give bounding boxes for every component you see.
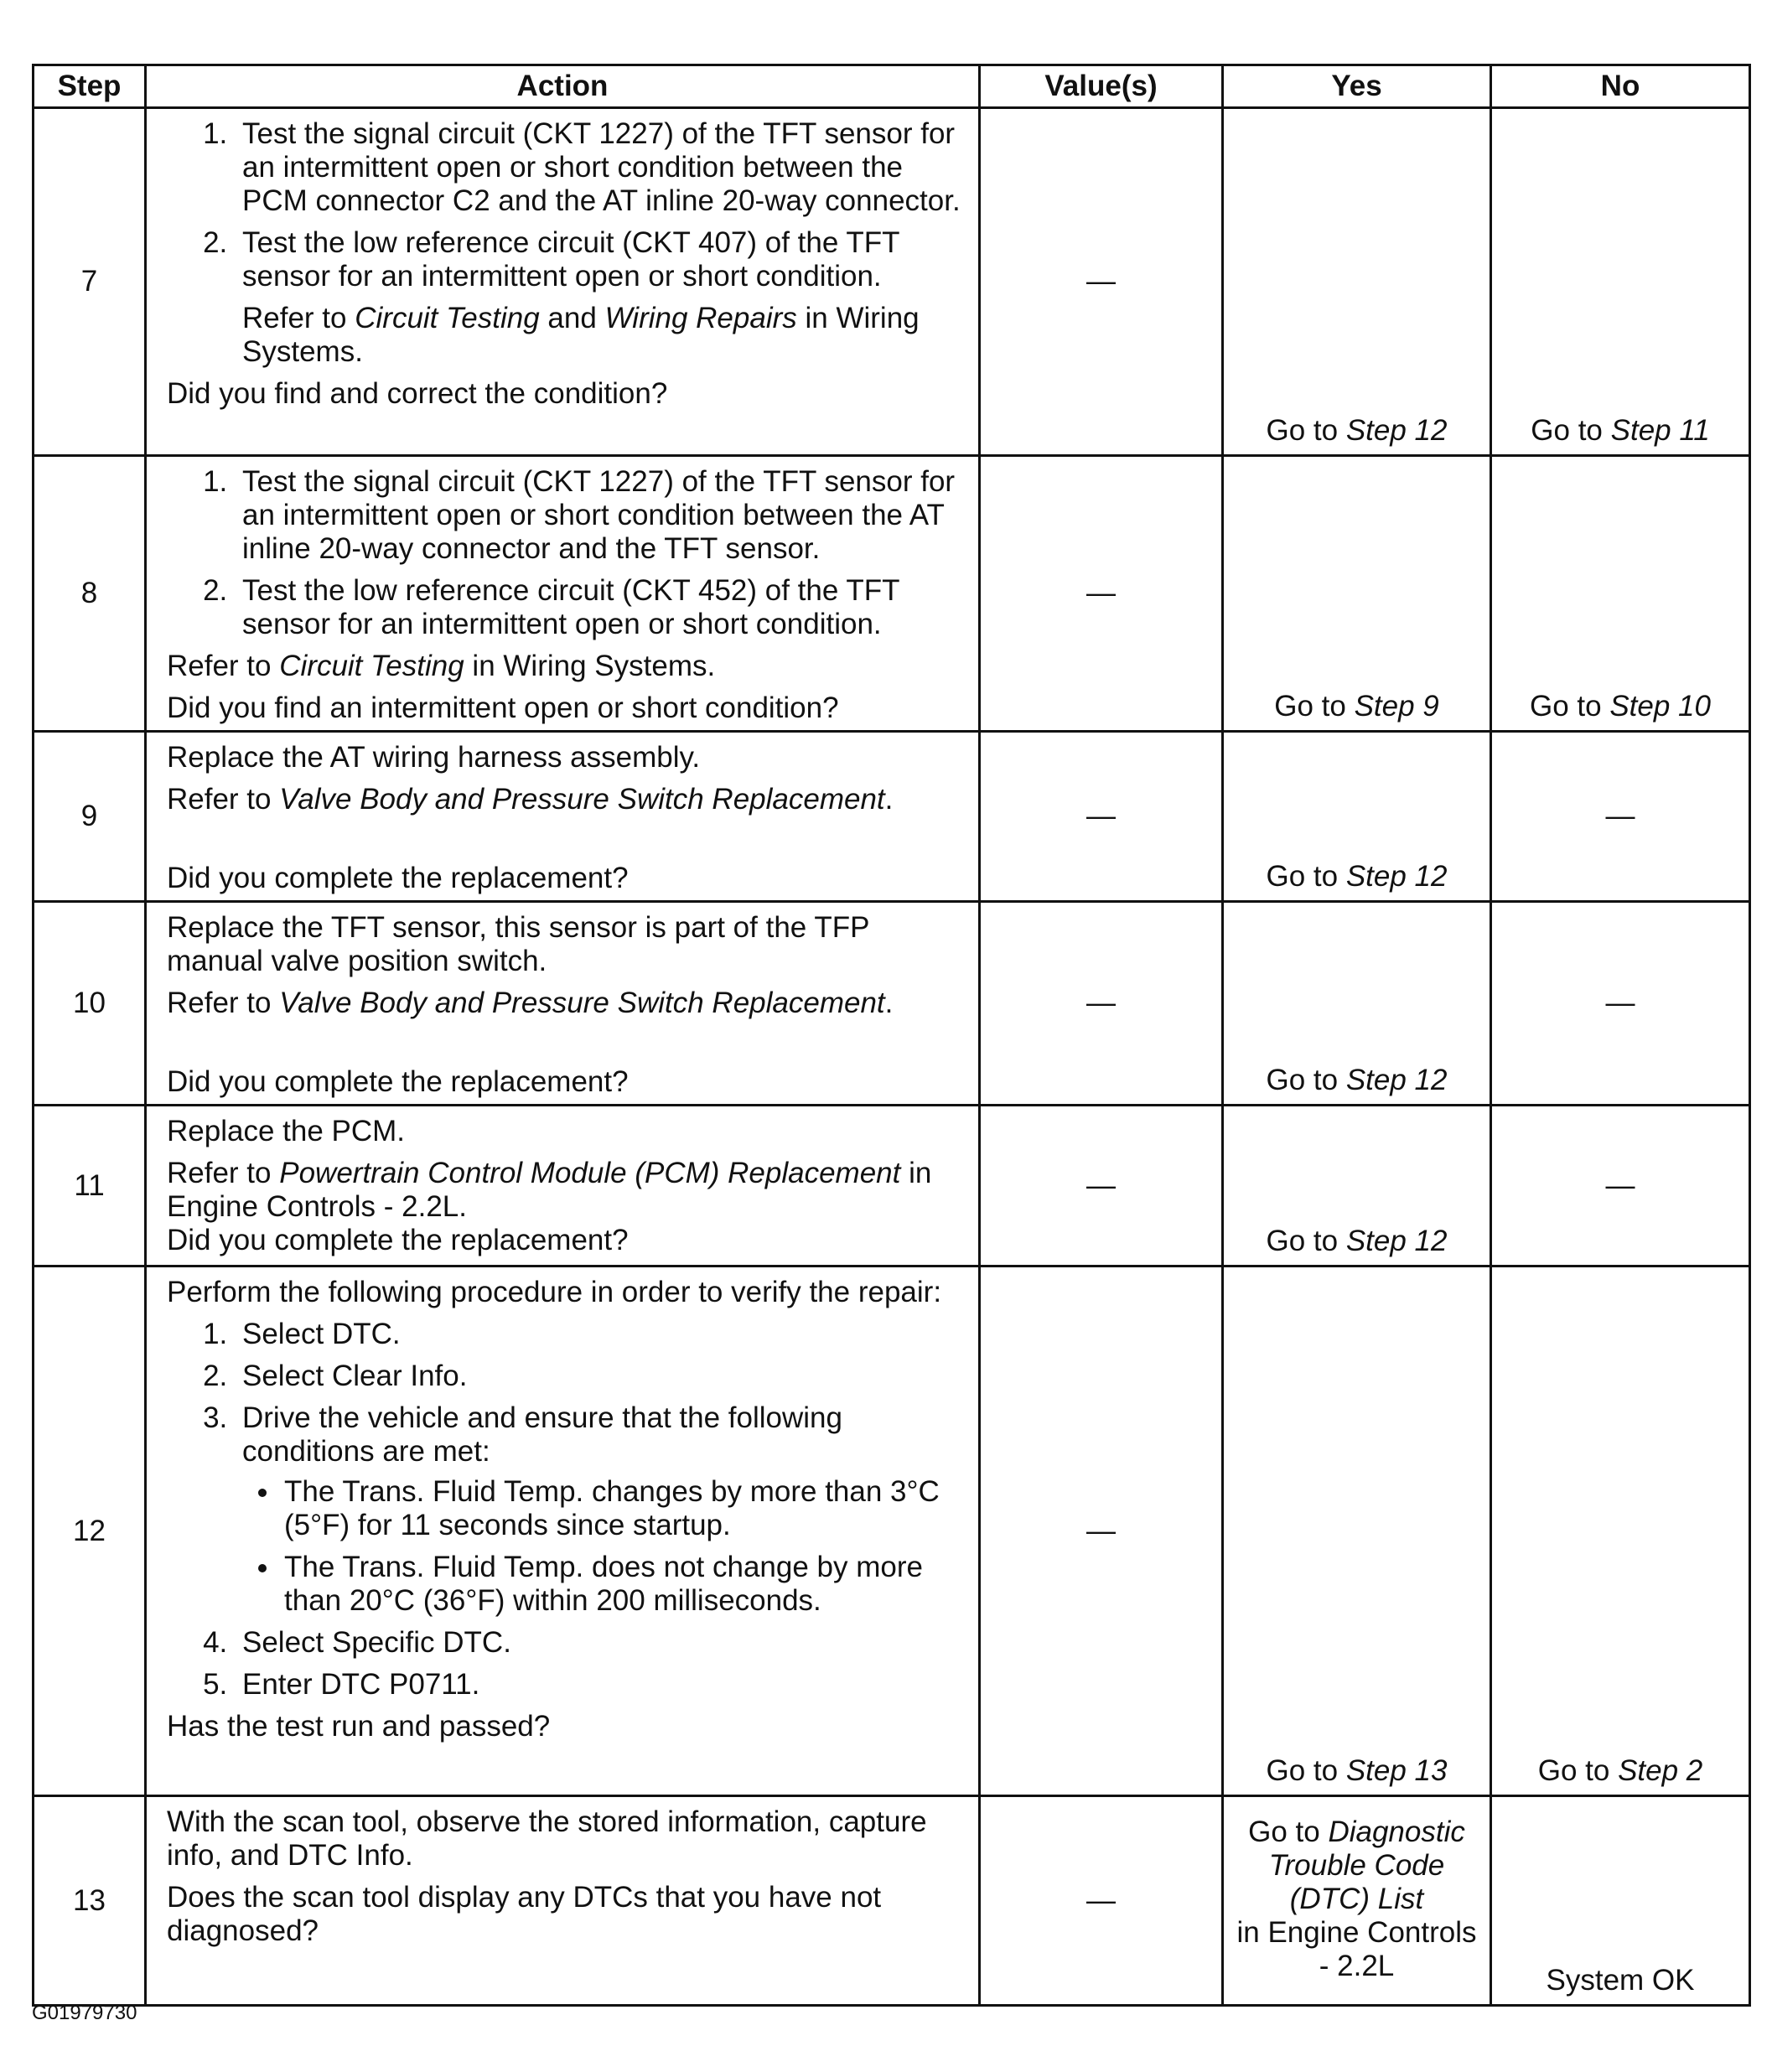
question-text: Did you complete the replacement? [167, 1224, 629, 1256]
yes-link[interactable]: Step 12 [1345, 860, 1448, 893]
step-number: 11 [34, 1106, 146, 1267]
action-step: 1. Test the signal circuit (CKT 1227) of the TFT sensor for an intermittent open or short condition between the PCM connector C2 and the AT inline 20-way connector. [236, 117, 966, 218]
reference-link[interactable]: Valve Body and Pressure Switch Replacement [279, 783, 885, 816]
action-cell [146, 732, 980, 902]
table-row [34, 1796, 1750, 2006]
action-cell [146, 1267, 980, 1796]
action-step: 2. Select Clear Info. [236, 1360, 966, 1393]
condition-item: • The Trans. Fluid Temp. changes by more than 3°C (5°F) for 11 seconds since startup. [281, 1475, 966, 1542]
action-text: Replace the AT wiring harness assembly. [167, 741, 701, 774]
table-row [34, 108, 1750, 456]
no-cell [1491, 902, 1750, 1106]
action-text: Replace the TFT sensor, this sensor is part of the TFP manual valve position switch. [167, 911, 869, 977]
value-dash: — [1086, 577, 1116, 609]
table-row [34, 1267, 1750, 1796]
reference-link[interactable]: Circuit Testing [355, 302, 540, 334]
reference-text: Refer to Circuit Testing and Wiring Repairs in Wiring Systems. [242, 302, 920, 368]
action-step: 2. Test the low reference circuit (CKT 452) of the TFT sensor for an intermittent open or short condition. [236, 574, 966, 641]
action-text: Replace the PCM. [167, 1115, 406, 1147]
value-cell [980, 732, 1223, 902]
condition-list [242, 1475, 966, 1618]
condition-item: • The Trans. Fluid Temp. does not change by more than 20°C (36°F) within 200 milliseconds. [281, 1551, 966, 1618]
value-dash: — [1086, 265, 1116, 298]
no-cell [1491, 1106, 1750, 1267]
value-cell [980, 1796, 1223, 2006]
reference-text: Refer to Valve Body and Pressure Switch Replacement. [167, 987, 894, 1019]
step-number: 9 [34, 732, 146, 902]
question-text: Has the test run and passed? [167, 1710, 551, 1743]
action-cell [146, 902, 980, 1106]
action-cell [146, 1796, 980, 2006]
question-text: Did you complete the replacement? [167, 1065, 629, 1098]
step-number: 13 [34, 1796, 146, 2006]
reference-link[interactable]: Wiring Repairs [604, 302, 797, 334]
yes-cell: Go to Diagnostic Trouble Code (DTC) List in Engine Controls - 2.2L [1223, 1796, 1491, 2006]
action-step: 4. Select Specific DTC. [236, 1626, 966, 1660]
table-row [34, 1106, 1750, 1267]
table-row [34, 732, 1750, 902]
action-cell [146, 456, 980, 732]
action-step: 1. Select DTC. [236, 1318, 966, 1351]
action-step: 2. Test the low reference circuit (CKT 407) of the TFT sensor for an intermittent open or short condition. Refer to Circuit Testing and Wiring Repairs in Wiring Systems. [236, 226, 966, 369]
table-row [34, 902, 1750, 1106]
action-intro: Perform the following procedure in order to verify the repair: [167, 1276, 942, 1308]
no-cell: Go to Step 10 [1491, 456, 1750, 732]
table-header-row [34, 65, 1750, 108]
yes-link[interactable]: Step 12 [1345, 1064, 1448, 1096]
yes-cell: Go to Step 13 [1223, 1267, 1491, 1796]
question-text: Did you find an intermittent open or short condition? [167, 692, 839, 724]
reference-text: Refer to Powertrain Control Module (PCM) Replacement in Engine Controls - 2.2L. [167, 1157, 932, 1223]
step-number: 10 [34, 902, 146, 1106]
value-cell [980, 1106, 1223, 1267]
question-text: Did you find and correct the condition? [167, 377, 668, 410]
action-text: With the scan tool, observe the stored information, capture info, and DTC Info. [167, 1805, 927, 1872]
step-number: 8 [34, 456, 146, 732]
no-dash: — [1605, 1168, 1635, 1202]
no-link[interactable]: Step 10 [1609, 690, 1711, 723]
step-number: 7 [34, 108, 146, 456]
value-dash: — [1086, 987, 1116, 1019]
reference-text: Refer to Circuit Testing in Wiring Systems. [167, 650, 716, 682]
no-dash: — [1605, 800, 1635, 832]
no-link[interactable]: Step 2 [1618, 1754, 1703, 1787]
step-number: 12 [34, 1267, 146, 1796]
value-cell [980, 456, 1223, 732]
reference-link[interactable]: Powertrain Control Module (PCM) Replacement [279, 1157, 901, 1189]
yes-cell: Go to Step 12 [1223, 108, 1491, 456]
value-cell [980, 108, 1223, 456]
yes-link[interactable]: Diagnostic Trouble Code (DTC) List [1268, 1815, 1465, 1915]
figure-id: G01979730 [32, 2002, 137, 2024]
yes-link[interactable]: Step 9 [1354, 690, 1439, 723]
action-steps [167, 1318, 966, 1702]
table-row [34, 456, 1750, 732]
value-cell [980, 902, 1223, 1106]
header-no: No [1491, 65, 1750, 108]
header-step: Step [34, 65, 146, 108]
no-cell: Go to Step 2 [1491, 1267, 1750, 1796]
value-dash: — [1086, 1168, 1116, 1202]
action-steps [167, 465, 966, 641]
value-cell [980, 1267, 1223, 1796]
yes-cell: Go to Step 12 [1223, 1106, 1491, 1267]
action-step: 1. Test the signal circuit (CKT 1227) of the TFT sensor for an intermittent open or short condition between the AT inline 20-way connector and the TFT sensor. [236, 465, 966, 566]
yes-link[interactable]: Step 12 [1345, 414, 1448, 447]
yes-cell: Go to Step 12 [1223, 902, 1491, 1106]
action-cell [146, 108, 980, 456]
header-yes: Yes [1223, 65, 1491, 108]
action-cell [146, 1106, 980, 1267]
no-cell [1491, 732, 1750, 902]
yes-link[interactable]: Step 13 [1345, 1754, 1448, 1787]
no-link[interactable]: Step 11 [1610, 414, 1710, 447]
header-values: Value(s) [980, 65, 1223, 108]
no-cell: Go to Step 11 [1491, 108, 1750, 456]
value-dash: — [1086, 1883, 1116, 1917]
question-text: Did you complete the replacement? [167, 862, 629, 894]
no-cell: System OK [1491, 1796, 1750, 2006]
yes-cell: Go to Step 9 [1223, 456, 1491, 732]
reference-link[interactable]: Valve Body and Pressure Switch Replacement [279, 987, 885, 1019]
action-step: 3. Drive the vehicle and ensure that the following conditions are met: • The Trans. Fluid Temp. changes by more than 3°C (5°F) for 11 seconds since startup. • The Trans. Fluid Temp. does not change by more than 20°C (36°F) within 200 milliseconds. [236, 1401, 966, 1618]
yes-link[interactable]: Step 12 [1345, 1225, 1448, 1257]
no-dash: — [1605, 987, 1635, 1019]
value-dash: — [1086, 800, 1116, 832]
diagnostic-step-table [32, 64, 1751, 2007]
action-steps [167, 117, 966, 369]
header-action: Action [146, 65, 980, 108]
question-text: Does the scan tool display any DTCs that you have not diagnosed? [167, 1881, 882, 1947]
reference-text: Refer to Valve Body and Pressure Switch Replacement. [167, 783, 894, 816]
value-dash: — [1086, 1514, 1116, 1547]
yes-cell: Go to Step 12 [1223, 732, 1491, 902]
reference-link[interactable]: Circuit Testing [279, 650, 464, 682]
action-step: 5. Enter DTC P0711. [236, 1668, 966, 1702]
